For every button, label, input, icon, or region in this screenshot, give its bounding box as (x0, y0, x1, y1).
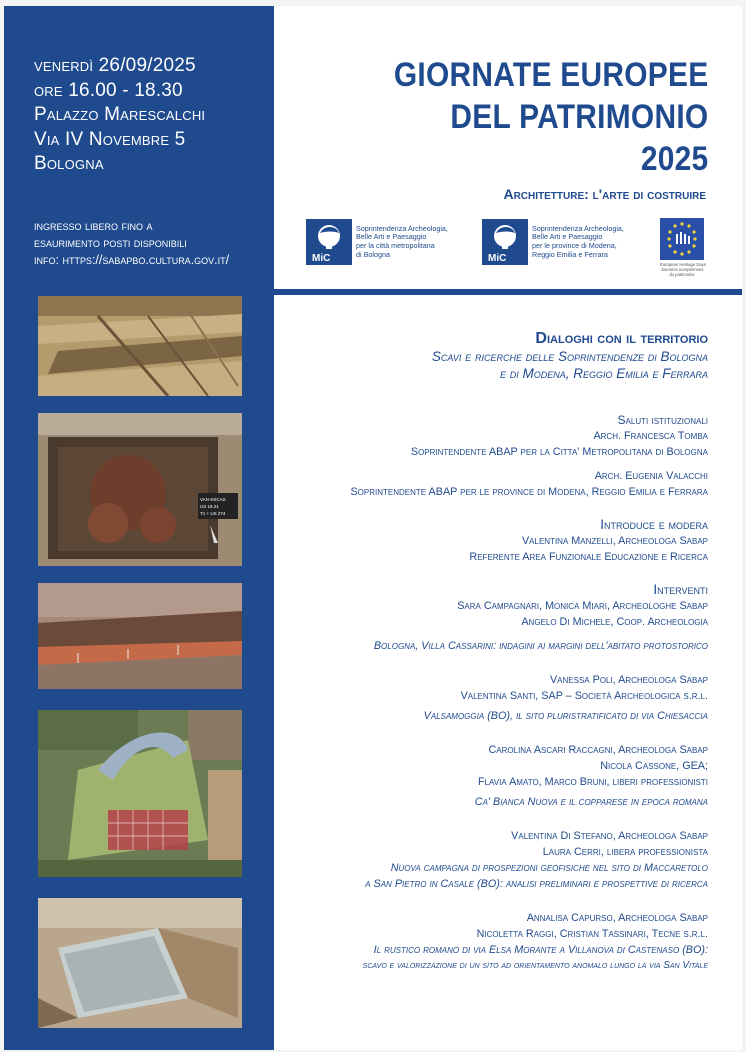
poster (4, 6, 742, 1050)
excavation-photo-1 (38, 296, 242, 396)
talk-5 (288, 910, 708, 974)
eu-logo-text (660, 262, 704, 277)
mic-text-modena (532, 225, 624, 259)
photo-tag-1: VAN-SSCAS (200, 497, 226, 502)
talk-4-speaker: Laura Cerri, libera professionista (542, 846, 708, 858)
program (288, 330, 708, 974)
main-title (393, 54, 708, 180)
mic2-line-1: Soprintendenza Archeologia, (532, 223, 624, 233)
program-subtitle-1: Scavi e ricerche delle Soprintendenze di Bologna (431, 349, 708, 364)
mic1-line-1: Soprintendenza Archeologia, (356, 223, 448, 233)
left-column (4, 6, 274, 1050)
program-subtitle-2: e di Modena, Reggio Emilia e Ferrara (499, 366, 708, 381)
mic-text-bologna (356, 225, 448, 259)
talk-3-speaker: Nicola Cassone, GEA; (600, 760, 708, 772)
talk-2-title: Valsamoggia (BO), il sito pluristratificato di via Chiesaccia (423, 710, 708, 722)
event-time: ore 16.00 - 18.30 (34, 79, 183, 101)
header-divider (274, 289, 742, 295)
event-city: Bologna (34, 153, 104, 174)
intro-role: Referente Area Funzionale Educazione e Ricerca (469, 551, 708, 563)
greeting-2-role: Soprintendente ABAP per le province di Modena, Reggio Emilia e Ferrara (350, 486, 708, 498)
talk-1-title: Bologna, Villa Cassarini: indagini ai margini dell'abitato protostorico (373, 640, 708, 652)
mic-emblem-icon (482, 219, 528, 265)
talk-2-speaker: Vanessa Poli, Archeologa Sabap (549, 674, 708, 686)
greeting-1-role: Soprintendente ABAP per la Citta' Metropolitana di Bologna (410, 446, 708, 458)
talk-2-speaker: Valentina Santi, SAP – Società Archeologica s.r.l. (460, 690, 708, 702)
mic2-line-4: Reggio Emilia e Ferrara (532, 249, 608, 259)
eu-line-2: Journées européennes (660, 267, 704, 272)
talk-4 (288, 828, 708, 892)
excavation-photo-2 (38, 413, 242, 566)
intro-heading: Introduce e modera (600, 517, 708, 532)
entry-line-2: esaurimento posti disponibili (34, 236, 187, 250)
subtitle: Architetture: l'arte di costruire (503, 186, 706, 202)
title-line-2: DEL PATRIMONIO (449, 98, 708, 136)
talk-1 (288, 598, 708, 654)
greeting-2-name: Arch. Eugenia Valacchi (594, 470, 708, 482)
talk-3-speaker: Carolina Ascari Raccagni, Archeologa Sabap (488, 744, 708, 756)
talk-3 (288, 742, 708, 810)
entry-info-link[interactable]: info: https://sabapbo.cultura.gov.it/ (34, 253, 230, 267)
title-line-1: GIORNATE EUROPEE (393, 56, 708, 94)
eu-flag-icon (660, 218, 704, 260)
mic-logo-bologna (306, 218, 448, 266)
mic1-line-3: per la città metropolitana (356, 241, 435, 250)
aerial-map-photo (38, 710, 242, 877)
talk-4-title: Nuova campagna di prospezioni geofisiche nel sito di Maccaretolo (390, 862, 708, 874)
talk-5-title: Il rustico romano di via Elsa Morante a Villanova di Castenaso (BO): (373, 944, 708, 956)
event-info (34, 54, 205, 177)
photo-tag-2: US 18.21 (200, 504, 219, 509)
eu-line-1: European Heritage Days (660, 262, 706, 267)
talk-3-speaker: Flavia Amato, Marco Bruni, liberi professionisti (478, 776, 708, 788)
talks-heading: Interventi (653, 582, 708, 597)
talk-1-speaker: Angelo Di Michele, Coop. Archeologia (521, 616, 708, 628)
entry-info (34, 218, 229, 269)
title-year: 2025 (640, 140, 708, 178)
talk-1-speaker: Sara Campagnari, Monica Miari, Archeologhe Sabap (457, 600, 708, 612)
mosaic-photo (38, 898, 242, 1028)
event-address: Via IV Novembre 5 (34, 128, 186, 150)
talk-4-speaker: Valentina Di Stefano, Archeologa Sabap (511, 830, 708, 842)
greeting-1-name: Arch. Francesca Tomba (593, 430, 708, 442)
program-title: Dialoghi con il territorio (535, 330, 708, 347)
intro-name: Valentina Manzelli, Archeologa Sabap (521, 535, 708, 547)
event-venue: Palazzo Marescalchi (34, 104, 206, 125)
entry-line-1: ingresso libero fino a (34, 219, 153, 233)
mic-label-2: MiC (488, 253, 507, 264)
mic-emblem-icon (306, 219, 352, 265)
eu-line-3: du patrimoine (669, 272, 695, 277)
excavation-photo-3 (38, 583, 242, 689)
talk-4-title: a San Pietro in Casale (BO): analisi preliminari e prospettive di ricerca (365, 878, 708, 890)
mic-label-1: MiC (312, 253, 331, 264)
talk-5-speaker: Annalisa Capurso, Archeologa Sabap (526, 912, 708, 924)
mic-logo-modena (482, 218, 624, 266)
talk-2 (288, 672, 708, 724)
mic1-line-2: Belle Arti e Paesaggio (356, 232, 427, 242)
photo-tag-3: T1 + US 274 (200, 511, 226, 516)
header (274, 6, 742, 289)
talk-3-title: Ca' Bianca Nuova e il copparese in epoca romana (474, 796, 708, 808)
mic2-line-3: per le province di Modena, (532, 241, 617, 250)
talk-5-speaker: Nicoletta Raggi, Cristian Tassinari, Tecne s.r.l. (476, 928, 708, 940)
greetings-heading: Saluti istituzionali (617, 413, 708, 427)
event-date: venerdì 26/09/2025 (34, 55, 196, 76)
talk-5-title: scavo e valorizzazione di un sito ad orientamento anomalo lungo la via San Vitale (362, 960, 708, 971)
mic1-line-4: di Bologna (356, 249, 390, 259)
eu-heritage-logo (660, 218, 704, 277)
mic2-line-2: Belle Arti e Paesaggio (532, 232, 603, 242)
